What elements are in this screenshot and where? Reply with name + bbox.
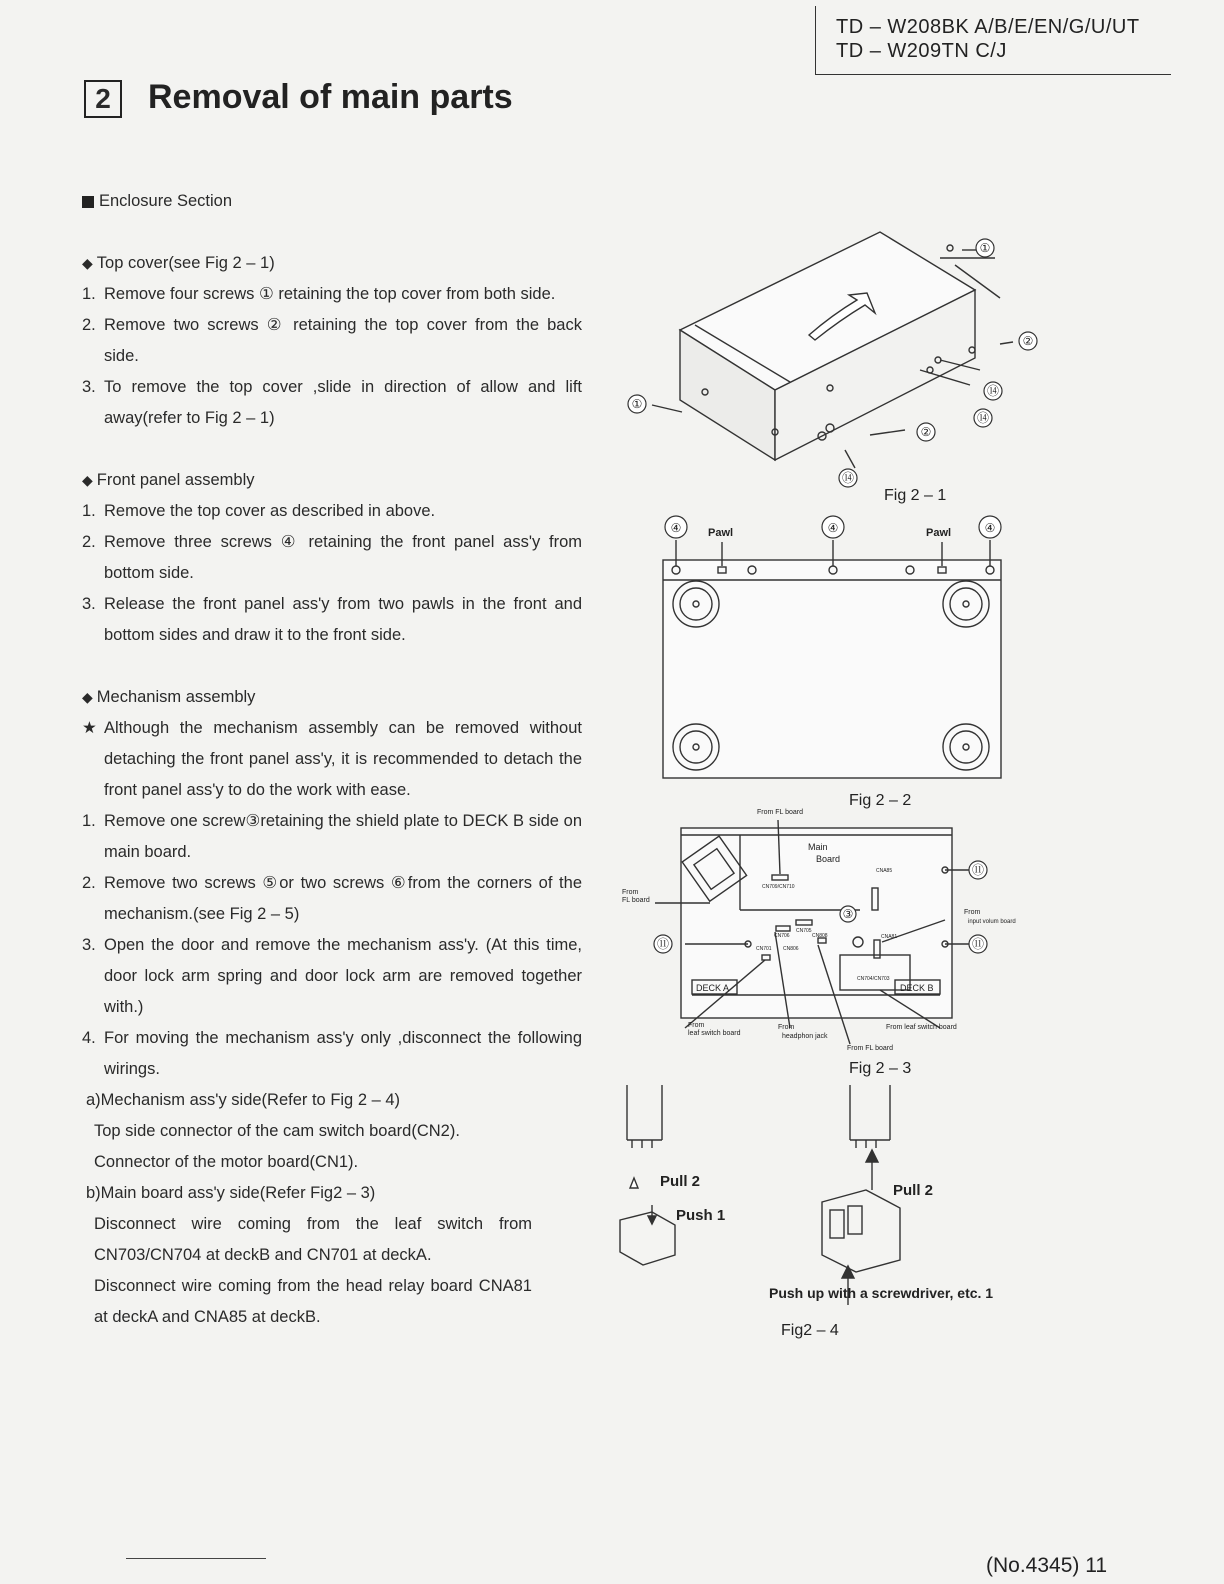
cna81-label: CNA81 (881, 934, 898, 940)
push-up-label: Push up with a screwdriver, etc. 1 (769, 1285, 994, 1301)
list-item: 1. Remove four screws ① retaining the top cover from both side. (82, 285, 556, 303)
from-fl-board-label: From FL board (757, 809, 804, 816)
from-leaf-left-label: From (688, 1022, 705, 1029)
diamond-bullet-icon: ◆ (82, 255, 93, 271)
fig-2-2-drawing (663, 540, 1001, 778)
from-input-label: From (964, 909, 981, 916)
sub-a-line: Connector of the motor board(CN1). (94, 1153, 359, 1171)
from-fl-left-label: From (622, 889, 639, 896)
callout-4: ④ (984, 521, 996, 535)
fig-2-1-caption: Fig 2 – 1 (884, 487, 947, 504)
square-bullet-icon (82, 196, 94, 208)
callout-4: ④ (670, 521, 682, 535)
figures-area (600, 220, 1200, 1360)
top-cover-heading: ◆ Top cover(see Fig 2 – 1) (82, 248, 582, 279)
callout-3: ③ (842, 907, 854, 921)
list-item: 2. Remove two screws ⑤or two screws ⑥from the corners of the mechanism.(see Fig 2 – 5) (82, 874, 582, 923)
model-line-1: TD – W208BK A/B/E/EN/G/U/UT (836, 16, 1140, 38)
callout-11: ⑪ (971, 863, 985, 877)
callout-2: ② (920, 425, 932, 439)
diamond-bullet-icon: ◆ (82, 472, 93, 488)
page-number: (No.4345) 11 (986, 1554, 1108, 1577)
cna85-label: CNA85 (876, 868, 893, 874)
fig-2-3-caption: Fig 2 – 3 (849, 1060, 912, 1077)
from-input-label: input volum board (968, 919, 1016, 925)
enclosure-heading: Enclosure Section (82, 186, 582, 217)
sub-b-line: Disconnect wire coming from the head relay board CNA81 at deckA and CNA85 at deckB. (94, 1277, 532, 1326)
list-item: 1. Remove one screw③retaining the shield plate to DECK B side on main board. (82, 812, 582, 861)
model-header (815, 6, 1171, 75)
cn701-label: CN701 (756, 946, 772, 952)
list-item: 3. Release the front panel ass'y from two pawls in the front and bottom sides and draw it to the front side. (82, 595, 582, 644)
pull-2-label-right: Pull 2 (893, 1182, 934, 1199)
list-item: 3. To remove the top cover ,slide in direction of allow and lift away(refer to Fig 2 – 1) (82, 378, 582, 427)
model-line-2: TD – W209TN C/J (836, 40, 1007, 62)
footer-divider (126, 1558, 266, 1559)
sub-b-label: b)Main board ass'y side(Refer Fig2 – 3) (86, 1184, 376, 1202)
pawl-label: Pawl (926, 527, 952, 539)
from-fl-bottom-label: From FL board (847, 1045, 894, 1052)
callout-1: ① (631, 397, 643, 411)
fig-2-1-drawing (652, 232, 1013, 468)
list-item: 2. Remove three screws ④ retaining the front panel ass'y from bottom side. (82, 533, 582, 582)
cn705-label: CN705 (796, 928, 812, 934)
section-number: 2 (84, 80, 122, 118)
callout-14: ⑭ (841, 471, 855, 485)
cn706-label: CN706 (774, 933, 790, 939)
sub-a-line: Top side connector of the cam switch board(CN2). (94, 1122, 460, 1140)
fig-2-2-caption: Fig 2 – 2 (849, 792, 912, 809)
deck-b-label: DECK B (900, 983, 934, 993)
from-leaf-right-label: From leaf switch board (886, 1024, 957, 1031)
list-item: 4. For moving the mechanism ass'y only ,disconnect the following wirings. (82, 1029, 582, 1078)
callout-4: ④ (827, 521, 839, 535)
callout-14: ⑭ (986, 384, 1000, 398)
fig-2-3-drawing (655, 820, 972, 1044)
from-fl-left-label: FL board (622, 897, 650, 904)
callout-1: ① (979, 241, 991, 255)
mechanism-heading: ◆ Mechanism assembly (82, 682, 582, 713)
sub-a-label: a)Mechanism ass'y side(Refer to Fig 2 – 4) (86, 1091, 401, 1109)
list-item: 1. Remove the top cover as described in above. (82, 502, 436, 520)
mechanism-note: ★ Although the mechanism assembly can be removed without detaching the front panel ass'y, it is recommended to detach the front panel ass'y to do the work with ease. (82, 713, 582, 806)
main-board-label: Main (808, 842, 828, 852)
instructions-column (82, 186, 582, 1333)
cn808-label: CN808 (812, 933, 828, 939)
sub-b-line: Disconnect wire coming from the leaf switch from CN703/CN704 at deckB and CN701 at deckA. (94, 1215, 532, 1264)
main-board-label: Board (816, 854, 841, 864)
from-headphone-label: headphon jack (782, 1033, 828, 1040)
from-leaf-left-label: leaf switch board (688, 1030, 741, 1037)
deck-a-label: DECK A (696, 983, 730, 993)
cn709-label: CN709/CN710 (762, 884, 795, 890)
fig-2-4-drawing (620, 1085, 900, 1305)
diamond-bullet-icon: ◆ (82, 689, 93, 705)
star-icon: ★ (82, 719, 97, 737)
list-item: 3. Open the door and remove the mechanism ass'y. (At this time, door lock arm spring and door lock arm are removed together with.) (82, 936, 582, 1016)
list-item: 2. Remove two screws ② retaining the top cover from the back side. (82, 316, 582, 365)
callout-2: ② (1022, 334, 1034, 348)
pawl-label: Pawl (708, 527, 734, 539)
pull-2-label: Pull 2 (660, 1173, 701, 1190)
front-panel-heading: ◆ Front panel assembly (82, 465, 582, 496)
from-headphone-label: From (778, 1024, 795, 1031)
push-1-label: Push 1 (676, 1207, 726, 1224)
callout-14: ⑭ (976, 411, 990, 425)
callout-11: ⑪ (656, 937, 670, 951)
cn806-label: CN806 (783, 946, 799, 952)
fig-2-4-caption: Fig2 – 4 (781, 1322, 839, 1339)
page-title: Removal of main parts (148, 78, 513, 116)
cn704-label: CN704/CN703 (857, 976, 890, 982)
callout-11: ⑪ (971, 937, 985, 951)
